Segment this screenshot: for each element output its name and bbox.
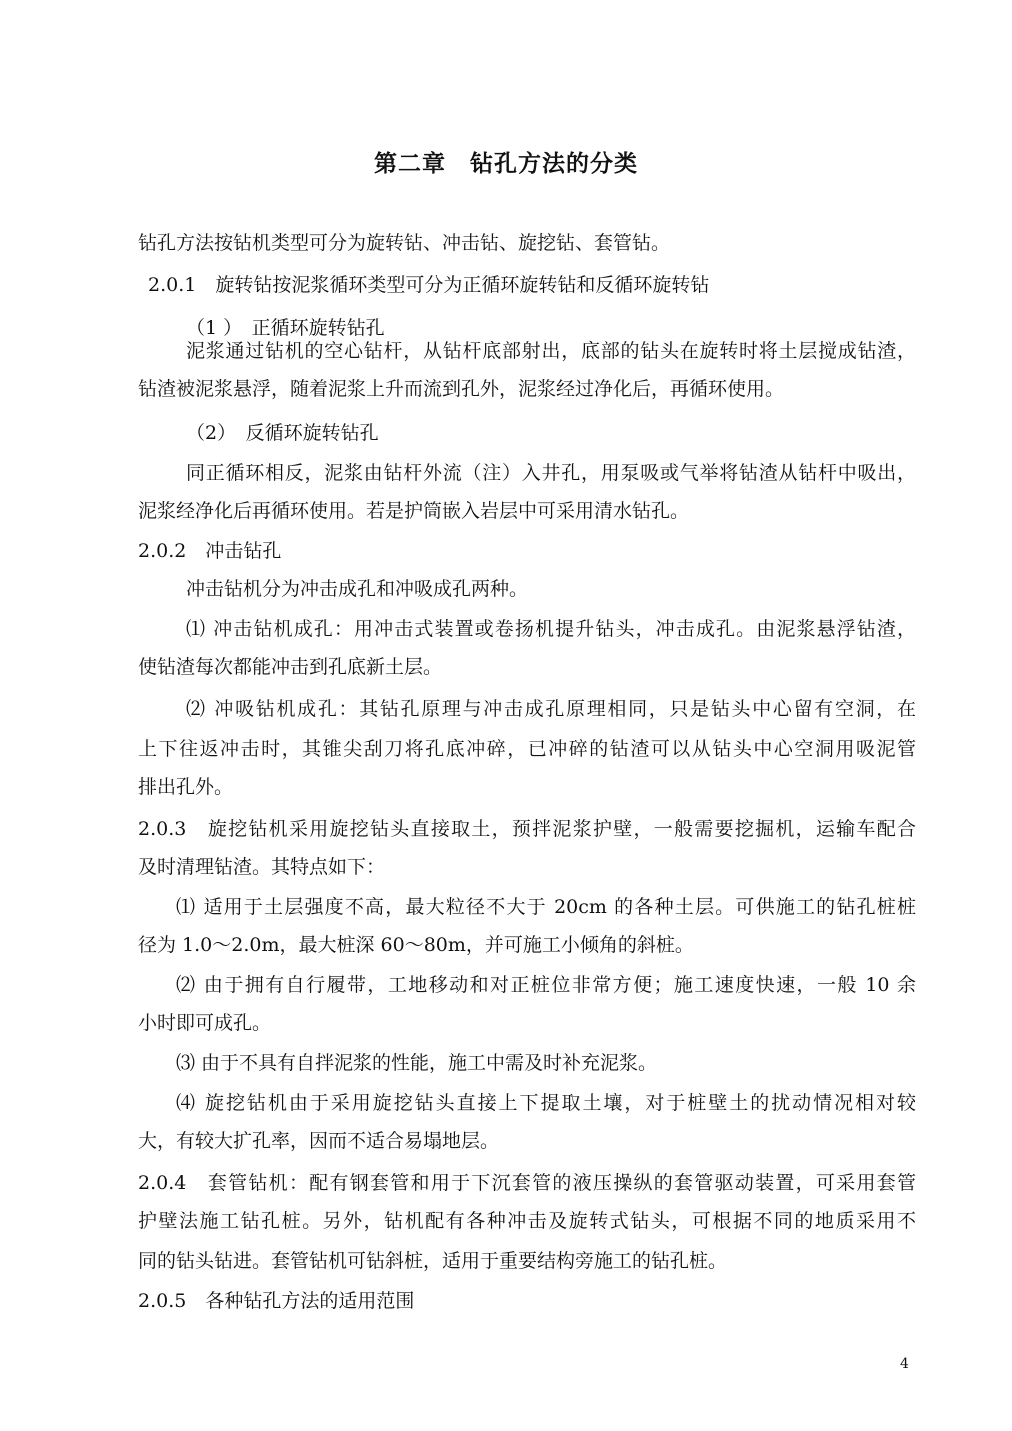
text-line: 大，有较大扩孔率，因而不适合易塌地层。 bbox=[138, 1130, 500, 1152]
text-line: ⑷ 旋挖钻机由于采用旋挖钻头直接上下提取土壤，对于桩壁土的扰动情况相对较 bbox=[176, 1092, 916, 1114]
section-heading: 2.0.3 旋挖钻机采用旋挖钻头直接取土，预拌泥浆护壁，一般需要挖掘机，运输车配合 bbox=[138, 818, 916, 840]
text-line: 小时即可成孔。 bbox=[138, 1012, 272, 1034]
text-line: ⑴ 适用于土层强度不高，最大粒径不大于 20cm 的各种土层。可供施工的钻孔桩桩 bbox=[176, 896, 916, 918]
text-line: ⑶ 由于不具有自拌泥浆的性能，施工中需及时补充泥浆。 bbox=[176, 1052, 658, 1074]
section-heading: 2.0.5 各种钻孔方法的适用范围 bbox=[138, 1290, 415, 1312]
subsection-heading: （1 ） 正循环旋转钻孔 bbox=[186, 317, 385, 339]
text-line: 及时清理钻渣。其特点如下： bbox=[138, 856, 386, 878]
section-heading: 2.0.1 旋转钻按泥浆循环类型可分为正循环旋转钻和反循环旋转钻 bbox=[148, 274, 710, 296]
text-line: 同的钻头钻进。套管钻机可钻斜桩，适用于重要结构旁施工的钻孔桩。 bbox=[138, 1250, 728, 1272]
text-line: 使钻渣每次都能冲击到孔底新土层。 bbox=[138, 656, 443, 678]
text-line: 钻孔方法按钻机类型可分为旋转钻、冲击钻、旋挖钻、套管钻。 bbox=[138, 232, 671, 254]
text-line: 径为 1.0～2.0m，最大桩深 60～80m，并可施工小倾角的斜桩。 bbox=[138, 934, 694, 956]
text-line: 钻渣被泥浆悬浮，随着泥浆上升而流到孔外，泥浆经过净化后，再循环使用。 bbox=[138, 378, 785, 400]
chapter-title: 第二章 钻孔方法的分类 bbox=[374, 150, 638, 177]
text-line: 同正循环相反，泥浆由钻杆外流（注）入井孔，用泵吸或气举将钻渣从钻杆中吸出， bbox=[186, 462, 916, 484]
section-heading: 2.0.4 套管钻机：配有钢套管和用于下沉套管的液压操纵的套管驱动装置，可采用套管 bbox=[138, 1172, 916, 1194]
page-number: 4 bbox=[900, 1356, 909, 1372]
section-heading: 2.0.2 冲击钻孔 bbox=[138, 540, 282, 562]
text-line: 泥浆经净化后再循环使用。若是护筒嵌入岩层中可采用清水钻孔。 bbox=[138, 500, 690, 522]
text-line: 排出孔外。 bbox=[138, 776, 234, 798]
text-line: 上下往返冲击时，其锥尖刮刀将孔底冲碎，已冲碎的钻渣可以从钻头中心空洞用吸泥管 bbox=[138, 738, 916, 760]
text-line: 护壁法施工钻孔桩。另外，钻机配有各种冲击及旋转式钻头，可根据不同的地质采用不 bbox=[138, 1210, 916, 1232]
text-line: ⑴ 冲击钻机成孔：用冲击式装置或卷扬机提升钻头，冲击成孔。由泥浆悬浮钻渣， bbox=[186, 618, 916, 640]
text-line: ⑵ 冲吸钻机成孔：其钻孔原理与冲击成孔原理相同，只是钻头中心留有空洞，在 bbox=[186, 698, 916, 720]
text-line: ⑵ 由于拥有自行履带，工地移动和对正桩位非常方便；施工速度快速，一般 10 余 bbox=[176, 974, 916, 996]
subsection-heading: （2） 反循环旋转钻孔 bbox=[186, 422, 379, 444]
text-line: 冲击钻机分为冲击成孔和冲吸成孔两种。 bbox=[186, 578, 529, 600]
text-line: 泥浆通过钻机的空心钻杆，从钻杆底部射出，底部的钻头在旋转时将土层搅成钻渣， bbox=[186, 340, 916, 362]
